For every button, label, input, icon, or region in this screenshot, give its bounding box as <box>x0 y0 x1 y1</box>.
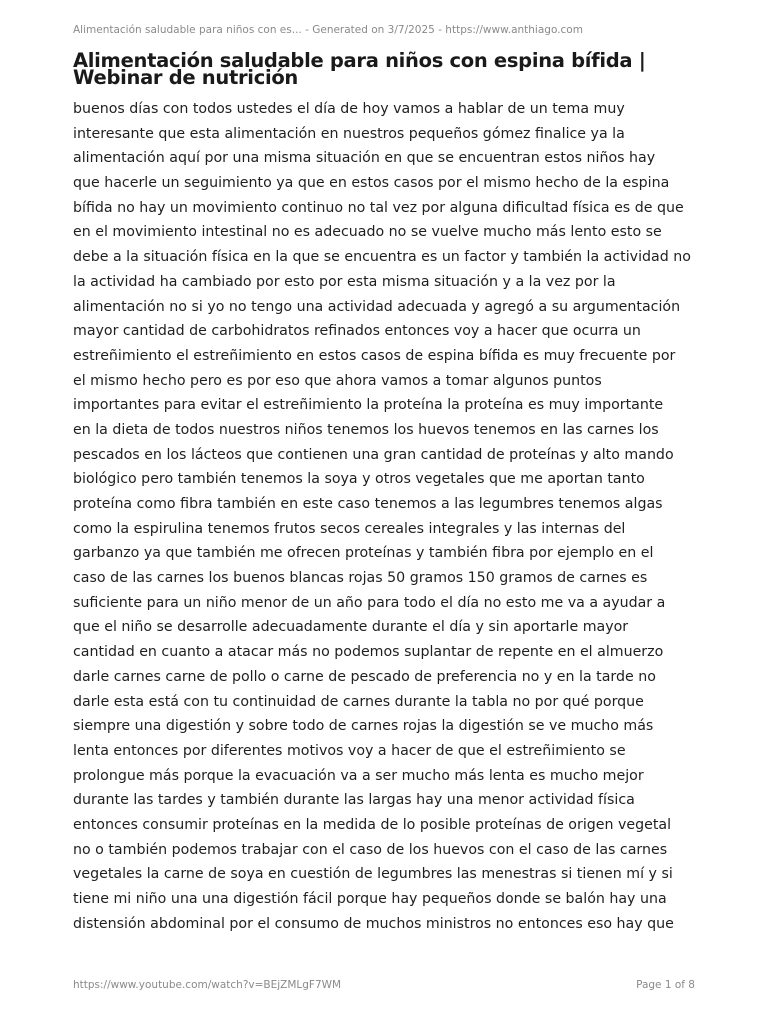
transcript-line: que hacerle un seguimiento ya que en estos casos por el mismo hecho de la espina <box>73 175 670 192</box>
transcript-line: tiene mi niño una una digestión fácil porque hay pequeños donde se balón hay una <box>73 891 667 907</box>
transcript-line: siempre una digestión y sobre todo de carnes rojas la digestión se ve mucho más <box>73 718 654 735</box>
transcript-line: proteína como fibra también en este caso tenemos a las legumbres tenemos algas <box>73 496 663 512</box>
transcript-line: que el niño se desarrolle adecuadamente durante el día y sin aportarle mayor <box>73 619 629 636</box>
transcript-line: interesante que esta alimentación en nuestros pequeños gómez finalice ya la <box>73 125 625 142</box>
transcript-line: pescados en los lácteos que contienen una gran cantidad de proteínas y alto mando <box>73 446 674 463</box>
transcript-line: bífida no hay un movimiento continuo no tal vez por alguna dificultad física es de que <box>73 199 684 216</box>
transcript-line: en el movimiento intestinal no es adecuado no se vuelve mucho más lento esto se <box>73 224 662 241</box>
transcript-line: biológico pero también tenemos la soya y otros vegetales que me aportan tanto <box>73 471 645 488</box>
transcript-line: distensión abdominal por el consumo de muchos ministros no entonces eso hay que <box>73 915 674 932</box>
transcript-line: debe a la situación física en la que se encuentra es un factor y también la actividad no <box>73 249 691 266</box>
transcript-line: importantes para evitar el estreñimiento la proteína la proteína es muy importante <box>73 397 664 414</box>
transcript-line: entonces consumir proteínas en la medida de lo posible proteínas de origen vegetal <box>73 816 672 833</box>
transcript-line: suficiente para un niño menor de un año para todo el día no esto me va a ayudar a <box>73 594 666 611</box>
document-title <box>73 49 703 89</box>
transcript-line: mayor cantidad de carbohidratos refinados entonces voy a hacer que ocurra un <box>73 323 641 340</box>
transcript-line: alimentación aquí por una misma situación en que se encuentran estos niños hay <box>73 150 656 167</box>
footer-source-url: https://www.youtube.com/watch?v=BEjZMLgF7WM <box>73 979 342 991</box>
transcript-line: durante las tardes y también durante las largas hay una menor actividad física <box>73 792 635 809</box>
document-title-line-1: Alimentación saludable para niños con espina bífida | <box>73 49 646 72</box>
transcript-line: como la espirulina tenemos frutos secos cereales integrales y las internas del <box>73 520 626 537</box>
transcript-body <box>73 97 698 936</box>
transcript-line: vegetales la carne de soya en cuestión de legumbres las menestras si tienen mí y si <box>73 866 673 883</box>
transcript-line: prolongue más porque la evacuación va a ser mucho más lenta es mucho mejor <box>73 767 644 784</box>
page-header: Alimentación saludable para niños con es... - Generated on 3/7/2025 - https://www.anthiago.com <box>73 24 583 36</box>
transcript-line: en la dieta de todos nuestros niños tenemos los huevos tenemos en las carnes los <box>73 421 659 438</box>
transcript-line: buenos días con todos ustedes el día de hoy vamos a hablar de un tema muy <box>73 101 625 117</box>
transcript-line: caso de las carnes los buenos blancas rojas 50 gramos 150 gramos de carnes es <box>73 570 648 587</box>
transcript-line: garbanzo ya que también me ofrecen proteínas y también fibra por ejemplo en el <box>73 545 654 562</box>
page-number: Page 1 of 8 <box>636 979 695 991</box>
transcript-line: estreñimiento el estreñimiento en estos casos de espina bífida es muy frecuente por <box>73 347 676 364</box>
transcript-line: alimentación no si yo no tengo una actividad adecuada y agregó a su argumentación <box>73 298 681 315</box>
transcript-line: lenta entonces por diferentes motivos voy a hacer de que el estreñimiento se <box>73 742 626 759</box>
transcript-line: no o también podemos trabajar con el caso de los huevos con el caso de las carnes <box>73 841 668 858</box>
transcript-line: el mismo hecho pero es por eso que ahora vamos a tomar algunos puntos <box>73 372 602 389</box>
transcript-line: la actividad ha cambiado por esto por esta misma situación y a la vez por la <box>73 273 616 290</box>
document-title-line-2: Webinar de nutrición <box>73 66 299 89</box>
transcript-line: darle esta está con tu continuidad de carnes durante la tabla no por qué porque <box>73 693 644 710</box>
transcript-line: darle carnes carne de pollo o carne de pescado de preferencia no y en la tarde no <box>73 668 656 685</box>
transcript-line: cantidad en cuanto a atacar más no podemos suplantar de repente en el almuerzo <box>73 644 664 661</box>
